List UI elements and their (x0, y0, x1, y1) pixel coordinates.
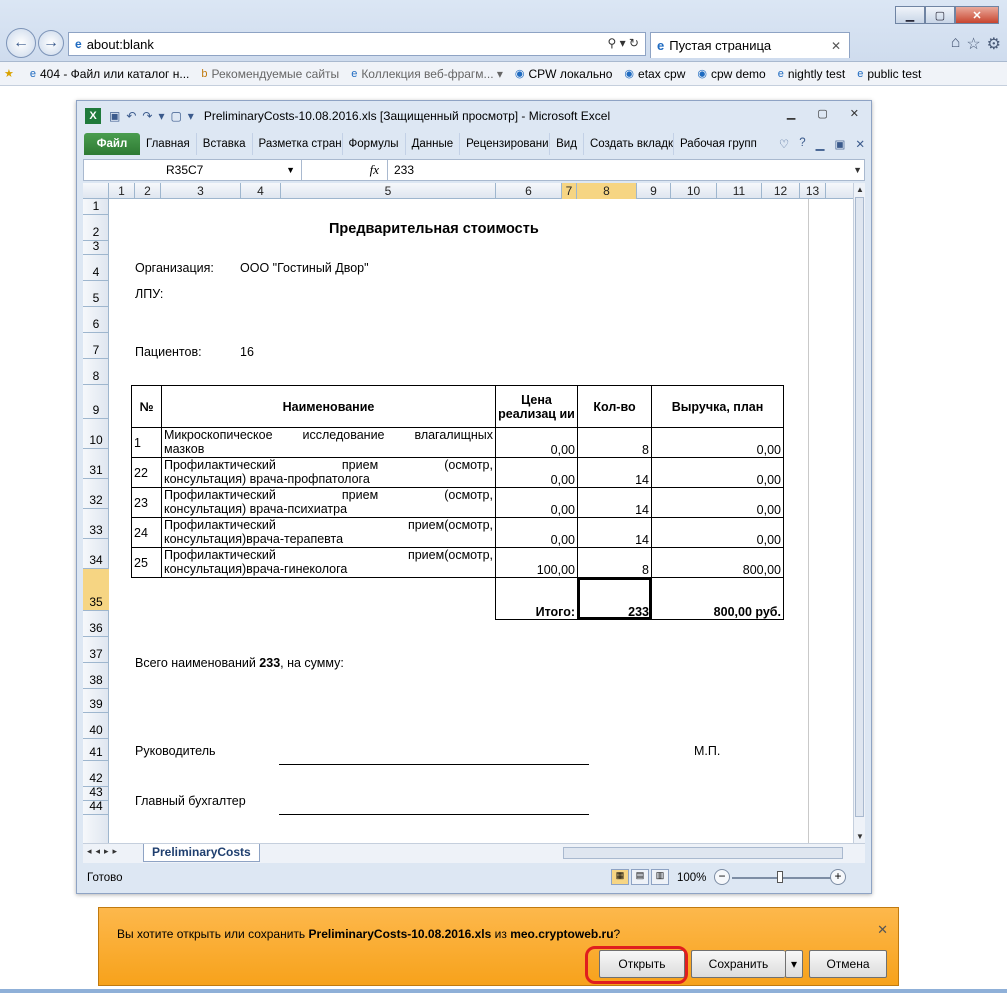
table-row-name: Профилактический прием (осмотр, консультация) врача-психиатра (161, 487, 496, 518)
favorite-link[interactable]: e nightly test (777, 66, 846, 81)
table-header: Выручка, план (651, 385, 784, 428)
column-header[interactable]: 4 (241, 183, 281, 199)
page-layout-view-icon[interactable]: ▤ (631, 869, 649, 885)
ribbon-close-icon[interactable]: ✕ (855, 139, 865, 151)
highlight-ring (585, 946, 688, 984)
cancel-button[interactable]: Отмена (809, 950, 887, 978)
browser-tools (951, 34, 1001, 54)
sheet-tabs-bar (83, 843, 865, 863)
row-header[interactable]: 36 (83, 611, 109, 637)
fx-icon[interactable]: fx (302, 160, 388, 180)
head-label: Руководитель (135, 744, 216, 758)
table-row-price: 0,00 (495, 487, 578, 518)
column-header[interactable] (83, 183, 109, 199)
column-header[interactable]: 10 (671, 183, 717, 199)
sheet-tab[interactable]: PreliminaryCosts (143, 844, 260, 862)
column-header[interactable]: 11 (717, 183, 762, 199)
row-header[interactable]: 44 (83, 801, 109, 815)
scroll-down-icon: ▼ (856, 832, 864, 841)
column-header[interactable]: 13 (800, 183, 826, 199)
table-row-name: Профилактический прием(осмотр, консультация)врача-терапевта (161, 517, 496, 548)
table-header: Наименование (161, 385, 496, 428)
row-header[interactable]: 10 (83, 419, 109, 449)
favorite-link[interactable]: ◉ CPW локально (514, 66, 613, 81)
row-header[interactable]: 42 (83, 761, 109, 787)
tab-review[interactable]: Рецензировани (459, 133, 549, 155)
table-row-price: 100,00 (495, 547, 578, 578)
browser-tab[interactable] (650, 32, 850, 58)
column-header[interactable]: 1 (109, 183, 135, 199)
vertical-scrollbar[interactable] (853, 183, 865, 843)
tab-page-layout[interactable]: Разметка стран (252, 133, 342, 155)
chevron-down-icon[interactable]: ▼ (286, 165, 295, 175)
table-row-number: 24 (131, 517, 162, 548)
excel-maximize-icon[interactable]: ▢ (817, 108, 828, 120)
tab-insert[interactable]: Вставка (196, 133, 252, 155)
table-row-number: 22 (131, 457, 162, 488)
zoom-out-icon[interactable]: − (714, 869, 730, 885)
page-break-line (808, 199, 809, 843)
table-header: Цена реализац ии (495, 385, 578, 428)
table-row-name: Профилактический прием(осмотр, консультация)врача-гинеколога (161, 547, 496, 578)
home-icon[interactable]: ⌂ (950, 34, 961, 51)
tab-workgroup[interactable]: Рабочая групп (673, 133, 763, 155)
patients-value: 16 (240, 345, 254, 359)
column-header[interactable]: 9 (637, 183, 671, 199)
row-header[interactable]: 40 (83, 713, 109, 739)
page-break-view-icon[interactable]: ▥ (651, 869, 669, 885)
scroll-thumb[interactable] (855, 197, 864, 817)
lpu-label: ЛПУ: (135, 287, 164, 301)
row-header[interactable]: 5 (83, 281, 109, 307)
close-button[interactable]: ✕ (955, 6, 999, 24)
row-header[interactable]: 4 (83, 255, 109, 281)
favorites-bar (0, 62, 1007, 86)
ie-tab-icon: e (657, 38, 665, 53)
row-header[interactable]: 7 (83, 333, 109, 359)
accountant-label: Главный бухгалтер (135, 794, 246, 808)
favorite-link[interactable]: e 404 - Файл или каталог н... (29, 66, 190, 81)
zoom-level[interactable]: 100% (677, 872, 707, 884)
table-row-price: 0,00 (495, 427, 578, 458)
window-controls (895, 6, 999, 24)
normal-view-icon[interactable]: ▦ (611, 869, 629, 885)
signature-line-head (279, 764, 589, 765)
excel-title: PreliminaryCosts-10.08.2016.xls [Защищенный просмотр] - Microsoft Excel (203, 109, 611, 123)
add-favorite-icon[interactable]: ★ (4, 68, 14, 80)
table-row-name: Профилактический прием (осмотр, консультация) врача-профпатолога (161, 457, 496, 488)
table-row-revenue: 800,00 (651, 547, 784, 578)
total-label: Итого: (495, 577, 578, 620)
maximize-button[interactable]: ▢ (925, 6, 955, 24)
row-header[interactable]: 6 (83, 307, 109, 333)
page-content (0, 87, 1007, 993)
favorite-link[interactable]: e public test (857, 66, 922, 81)
scroll-up-icon: ▲ (856, 185, 864, 194)
table-row-price: 0,00 (495, 517, 578, 548)
address-bar[interactable] (68, 32, 646, 56)
tab-file[interactable]: Файл (84, 133, 140, 155)
tab-close-icon[interactable]: ✕ (830, 38, 841, 53)
tab-formulas[interactable]: Формулы (342, 133, 405, 155)
favorites-star-icon[interactable]: ☆ (966, 36, 981, 53)
table-row-revenue: 0,00 (651, 457, 784, 488)
gear-icon[interactable]: ⚙ (986, 36, 1001, 53)
row-header[interactable]: 32 (83, 479, 109, 509)
tab-home[interactable]: Главная (146, 138, 190, 150)
excel-titlebar (77, 101, 871, 131)
chevron-down-icon[interactable]: ▼ (853, 165, 862, 175)
row-header[interactable]: 31 (83, 449, 109, 479)
window-bottom-border (0, 989, 1007, 993)
status-bar (77, 865, 871, 891)
row-header[interactable]: 37 (83, 637, 109, 663)
help-icon[interactable]: ? (799, 137, 806, 149)
download-question: Вы хотите открыть или сохранить PreliminaryCosts-10.08.2016.xls из meo.cryptoweb.ru? (117, 927, 621, 941)
ie-page-icon: e (75, 37, 82, 51)
table-row-number: 1 (131, 427, 162, 458)
chevron-down-icon[interactable]: ▾ (785, 950, 803, 978)
tab-create[interactable]: Создать вкладк (583, 133, 673, 155)
table-row-number: 25 (131, 547, 162, 578)
ribbon-right-tools (779, 137, 865, 151)
back-button[interactable]: ← (6, 28, 36, 58)
column-header[interactable]: 5 (281, 183, 496, 199)
favorite-link[interactable]: ◉ etax cpw (624, 66, 686, 81)
column-headers (83, 183, 853, 199)
table-row-qty: 14 (577, 487, 652, 518)
zoom-in-icon[interactable]: + (830, 869, 846, 885)
column-header[interactable]: 2 (135, 183, 161, 199)
download-notification-bar (98, 907, 899, 986)
table-row-qty: 8 (577, 427, 652, 458)
formula-input[interactable]: 233 (394, 163, 415, 177)
column-header[interactable]: 3 (161, 183, 241, 199)
column-header[interactable]: 6 (496, 183, 562, 199)
row-header[interactable]: 39 (83, 689, 109, 713)
org-label: Организация: (135, 261, 214, 275)
table-row-revenue: 0,00 (651, 427, 784, 458)
table-row-number: 23 (131, 487, 162, 518)
zoom-slider[interactable] (732, 877, 836, 879)
name-box[interactable]: R35C7 ▼ (84, 160, 302, 180)
address-text: about:blank (86, 36, 154, 52)
view-buttons (611, 869, 669, 885)
column-header[interactable]: 8 (577, 183, 637, 199)
doc-title: Предварительная стоимость (329, 221, 539, 237)
zoom-slider-knob[interactable] (777, 871, 783, 883)
column-header[interactable]: 7 (562, 183, 577, 199)
table-header: № (131, 385, 162, 428)
favorite-link[interactable]: e Коллекция веб-фрагм... ▾ (351, 66, 503, 81)
close-icon[interactable]: ✕ (877, 922, 888, 937)
org-value: ООО "Гостиный Двор" (240, 261, 369, 275)
sheet-cells[interactable] (109, 199, 853, 843)
row-header[interactable]: 33 (83, 509, 109, 539)
table-row-qty: 14 (577, 457, 652, 488)
quick-access-toolbar[interactable]: ▣↶↷▾▢▾ (109, 109, 200, 123)
excel-minimize-icon[interactable]: ▁ (786, 108, 796, 120)
table-row-price: 0,00 (495, 457, 578, 488)
row-header[interactable]: 41 (83, 739, 109, 761)
row-header[interactable]: 1 (83, 199, 109, 215)
minimize-button[interactable]: ▁ (895, 6, 925, 24)
table-row-qty: 14 (577, 517, 652, 548)
stamp-label: М.П. (694, 744, 721, 758)
excel-window (76, 100, 872, 894)
formula-bar (83, 159, 865, 181)
save-button[interactable]: Сохранить (691, 950, 785, 978)
forward-button[interactable]: → (38, 30, 64, 56)
browser-toolbar (0, 0, 1007, 62)
spreadsheet-grid[interactable] (83, 183, 865, 843)
tab-view[interactable]: Вид (549, 133, 583, 155)
open-button[interactable]: Открыть (599, 950, 685, 978)
table-row-qty: 8 (577, 547, 652, 578)
row-header[interactable]: 9 (83, 385, 109, 419)
table-header: Кол-во (577, 385, 652, 428)
chevron-down-icon[interactable]: ♡ (778, 139, 790, 151)
row-header[interactable]: 38 (83, 663, 109, 689)
search-refresh-icons[interactable]: ⚲ ▾ ↻ (607, 36, 639, 50)
column-header[interactable]: 12 (762, 183, 800, 199)
horizontal-scrollbar[interactable] (563, 847, 843, 859)
row-headers (83, 199, 109, 843)
excel-close-icon[interactable]: ✕ (849, 108, 859, 120)
status-ready: Готово (87, 872, 123, 884)
table-row-name: Микроскопическое исследование влагалищных мазков (161, 427, 496, 458)
sheet-nav-icons[interactable]: ◂◂▸▸ (87, 846, 122, 856)
signature-line-accountant (279, 814, 589, 815)
favorite-link[interactable]: b Рекомендуемые сайты (201, 66, 340, 81)
row-header[interactable]: 34 (83, 539, 109, 569)
row-header[interactable]: 3 (83, 241, 109, 255)
table-row-revenue: 0,00 (651, 517, 784, 548)
row-header[interactable]: 35 (83, 569, 109, 611)
ribbon-tabs (77, 131, 871, 157)
tab-title: Пустая страница (669, 38, 772, 53)
row-header[interactable]: 43 (83, 787, 109, 801)
excel-window-controls (787, 107, 859, 120)
table-row-revenue: 0,00 (651, 487, 784, 518)
total-revenue: 800,00 руб. (651, 577, 784, 620)
summary-text: Всего наименований 233, на сумму: (135, 656, 344, 670)
patients-label: Пациентов: (135, 345, 202, 359)
row-header[interactable]: 2 (83, 215, 109, 241)
tab-data[interactable]: Данные (405, 133, 460, 155)
ribbon-restore-icon[interactable]: ▣ (834, 139, 846, 151)
row-header[interactable]: 8 (83, 359, 109, 385)
ribbon-minimize-icon[interactable]: ▁ (815, 139, 825, 151)
favorite-link[interactable]: ◉ cpw demo (697, 66, 766, 81)
excel-logo-icon: X (85, 108, 101, 124)
total-qty-cell[interactable]: 233 (577, 577, 652, 620)
